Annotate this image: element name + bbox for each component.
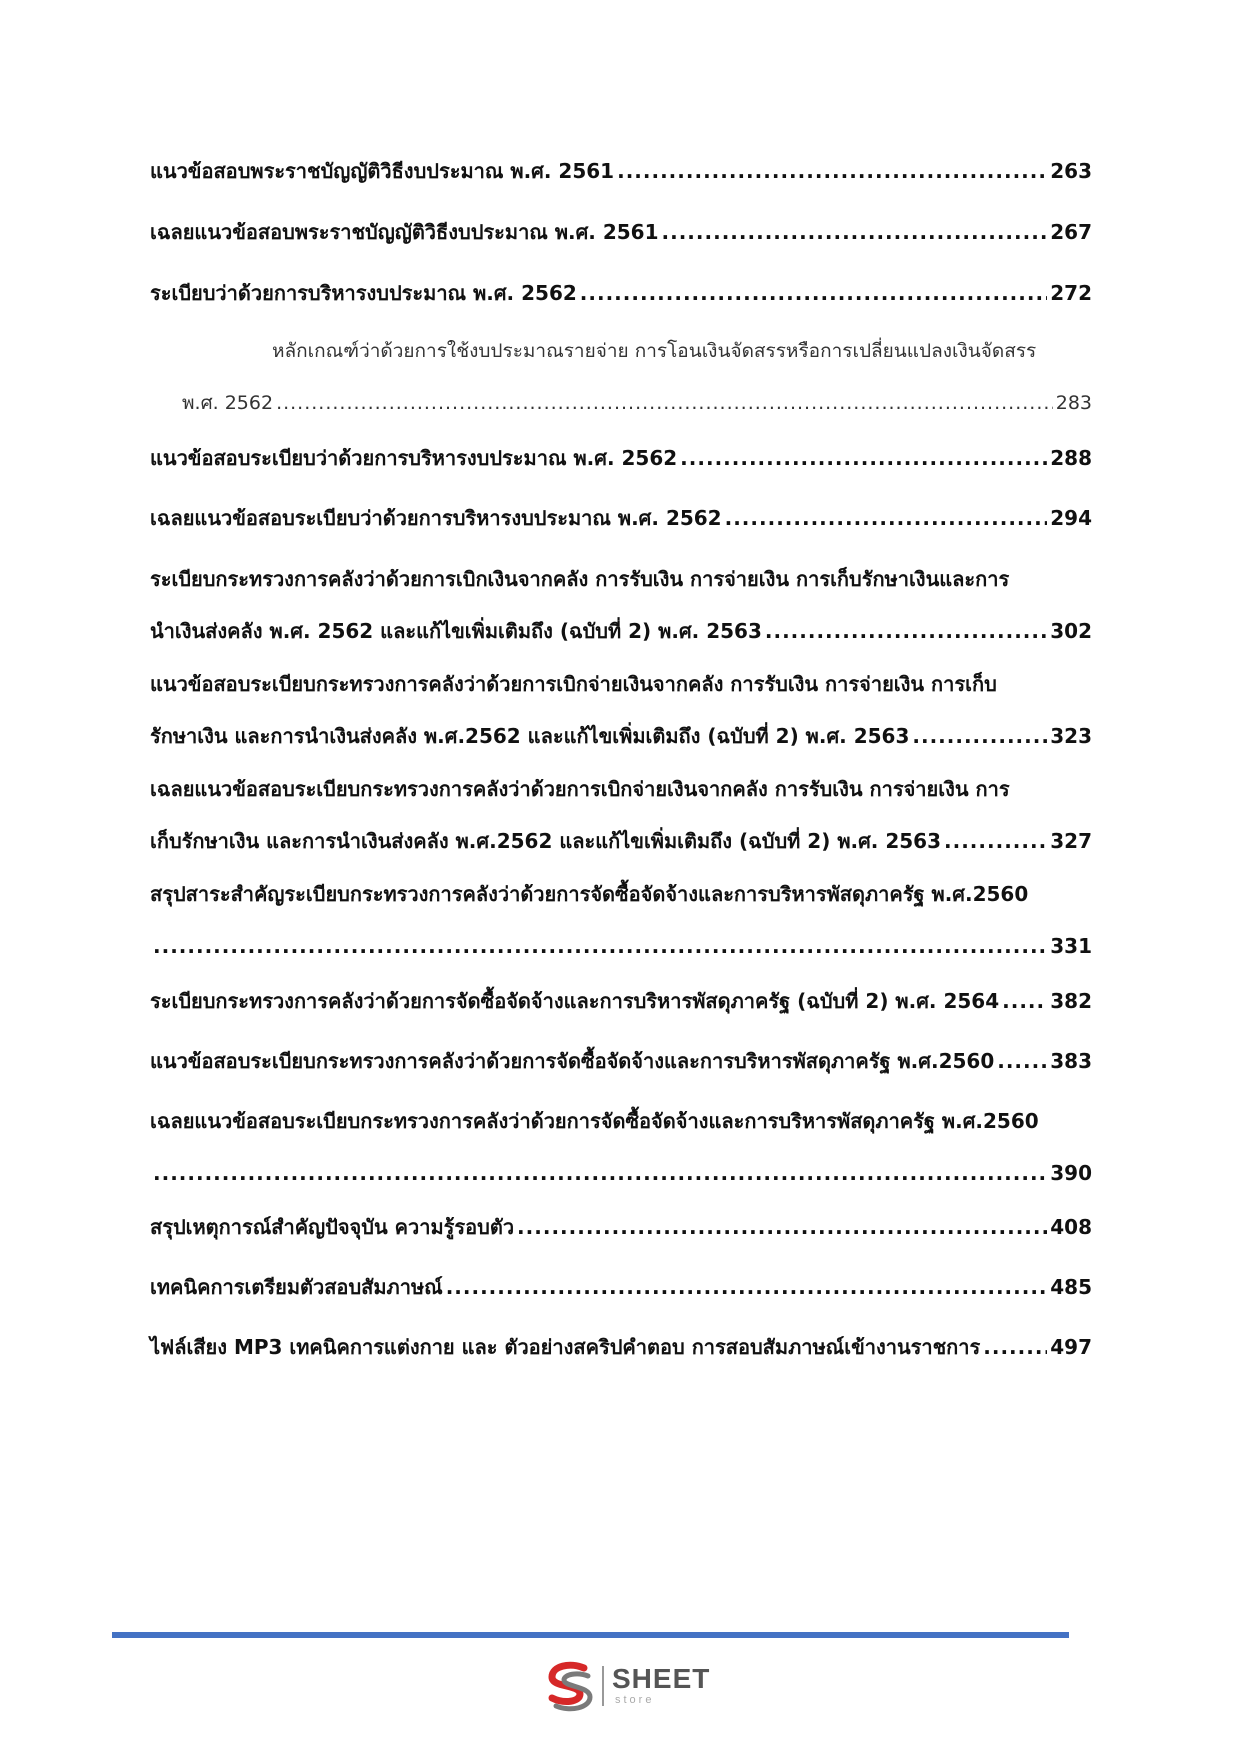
toc-leader	[580, 280, 1047, 306]
toc-entry[interactable]	[150, 566, 1092, 644]
toc-page: 263	[1050, 159, 1092, 183]
toc-leader	[662, 219, 1048, 245]
toc-entry[interactable]	[150, 1334, 1092, 1360]
toc-title: แนวข้อสอบระเบียบกระทรวงการคลังว่าด้วยการเบิกจ่ายเงินจากคลัง การรับเงิน การจ่ายเงิน การเก็บ	[150, 672, 997, 696]
toc-title-cont: เก็บรักษาเงิน และการนำเงินส่งคลัง พ.ศ.2562 และแก้ไขเพิ่มเติมถึง (ฉบับที่ 2) พ.ศ. 2563	[150, 829, 942, 853]
toc-entry[interactable]	[150, 219, 1092, 245]
toc-page: 327	[1050, 829, 1092, 853]
toc-leader	[517, 1214, 1047, 1240]
toc-page: 267	[1050, 220, 1092, 244]
toc-entry[interactable]	[150, 505, 1092, 531]
toc-page: 497	[1050, 1335, 1092, 1359]
toc-page: 288	[1050, 446, 1092, 470]
toc-leader	[912, 723, 1047, 749]
toc-title: แนวข้อสอบพระราชบัญญัติวิธีงบประมาณ พ.ศ. 2561	[150, 159, 615, 183]
toc-leader	[944, 828, 1047, 854]
toc-entry[interactable]	[150, 776, 1092, 854]
toc-leader	[153, 1160, 1047, 1186]
sheet-store-s-icon	[540, 1660, 600, 1714]
toc-page: 383	[1050, 1049, 1092, 1073]
toc-title: ระเบียบว่าด้วยการบริหารงบประมาณ พ.ศ. 2562	[150, 281, 577, 305]
toc-entry[interactable]	[150, 671, 1092, 749]
toc-page: 294	[1050, 506, 1092, 530]
toc-entry[interactable]	[150, 1214, 1092, 1240]
toc-title: สรุปเหตุการณ์สำคัญปัจจุบัน ความรู้รอบตัว	[150, 1215, 515, 1239]
toc-entry[interactable]	[150, 988, 1092, 1014]
toc-title: แนวข้อสอบระเบียบว่าด้วยการบริหารงบประมาณ พ.ศ. 2562	[150, 446, 678, 470]
toc-leader	[276, 390, 1053, 416]
toc-title: หลักเกณฑ์ว่าด้วยการใช้งบประมาณรายจ่าย การโอนเงินจัดสรรหรือการเปลี่ยนแปลงเงินจัดสรร	[272, 340, 1037, 362]
toc-page: 331	[1050, 934, 1092, 958]
toc-leader	[997, 1048, 1047, 1074]
logo-separator	[602, 1666, 604, 1706]
toc-page: 302	[1050, 619, 1092, 643]
toc-page: 272	[1050, 281, 1092, 305]
footer-rule	[112, 1632, 1069, 1638]
toc-title-cont: นำเงินส่งคลัง พ.ศ. 2562 และแก้ไขเพิ่มเติมถึง (ฉบับที่ 2) พ.ศ. 2563	[150, 619, 762, 643]
toc-title: ไฟล์เสียง MP3 เทคนิคการแต่งกาย และ ตัวอย่างสคริปคำตอบ การสอบสัมภาษณ์เข้างานราชการ	[150, 1335, 981, 1359]
toc-page: 382	[1050, 989, 1092, 1013]
toc-page: 408	[1050, 1215, 1092, 1239]
toc-title: ระเบียบกระทรวงการคลังว่าด้วยการเบิกเงินจากคลัง การรับเงิน การจ่ายเงิน การเก็บรักษาเงินและการ	[150, 567, 1010, 591]
toc-leader	[617, 158, 1047, 184]
toc-entry[interactable]	[150, 1048, 1092, 1074]
table-of-contents	[150, 0, 1092, 1755]
logo-subtext: store	[615, 1694, 655, 1706]
toc-title-cont: รักษาเงิน และการนำเงินส่งคลัง พ.ศ.2562 และแก้ไขเพิ่มเติมถึง (ฉบับที่ 2) พ.ศ. 2563	[150, 724, 910, 748]
toc-leader	[680, 445, 1047, 471]
toc-title: เฉลยแนวข้อสอบระเบียบกระทรวงการคลังว่าด้วยการเบิกจ่ายเงินจากคลัง การรับเงิน การจ่ายเงิน การ	[150, 777, 1010, 801]
toc-entry[interactable]	[150, 280, 1092, 306]
toc-title: แนวข้อสอบระเบียบกระทรวงการคลังว่าด้วยการจัดซื้อจัดจ้างและการบริหารพัสดุภาครัฐ พ.ศ.2560	[150, 1049, 995, 1073]
toc-page: 485	[1050, 1275, 1092, 1299]
logo-text: SHEET	[612, 1663, 711, 1694]
toc-entry[interactable]	[150, 158, 1092, 184]
toc-title: สรุปสาระสำคัญระเบียบกระทรวงการคลังว่าด้วยการจัดซื้อจัดจ้างและการบริหารพัสดุภาครัฐ พ.ศ.2560	[150, 882, 1029, 906]
toc-title: ระเบียบกระทรวงการคลังว่าด้วยการจัดซื้อจัดจ้างและการบริหารพัสดุภาครัฐ (ฉบับที่ 2) พ.ศ. 2564	[150, 989, 1000, 1013]
toc-leader	[983, 1334, 1047, 1360]
toc-title: เฉลยแนวข้อสอบพระราชบัญญัติวิธีงบประมาณ พ.ศ. 2561	[150, 220, 659, 244]
toc-title: เทคนิคการเตรียมตัวสอบสัมภาษณ์	[150, 1275, 443, 1299]
toc-leader	[1002, 988, 1047, 1014]
toc-leader	[153, 933, 1047, 959]
toc-title: เฉลยแนวข้อสอบระเบียบว่าด้วยการบริหารงบประมาณ พ.ศ. 2562	[150, 506, 722, 530]
toc-leader	[446, 1274, 1048, 1300]
toc-title: เฉลยแนวข้อสอบระเบียบกระทรวงการคลังว่าด้วยการจัดซื้อจัดจ้างและการบริหารพัสดุภาครัฐ พ.ศ.2560	[150, 1109, 1039, 1133]
toc-page: 323	[1050, 724, 1092, 748]
toc-entry[interactable]	[150, 338, 1092, 416]
toc-leader	[765, 618, 1047, 644]
toc-page: 283	[1055, 392, 1092, 414]
sheet-store-logo	[540, 1660, 720, 1714]
toc-entry[interactable]	[150, 445, 1092, 471]
toc-leader	[725, 505, 1048, 531]
toc-title-cont: พ.ศ. 2562	[182, 392, 274, 414]
toc-entry[interactable]	[150, 1274, 1092, 1300]
toc-entry[interactable]	[150, 1108, 1092, 1186]
toc-entry[interactable]	[150, 881, 1092, 959]
toc-page: 390	[1050, 1161, 1092, 1185]
